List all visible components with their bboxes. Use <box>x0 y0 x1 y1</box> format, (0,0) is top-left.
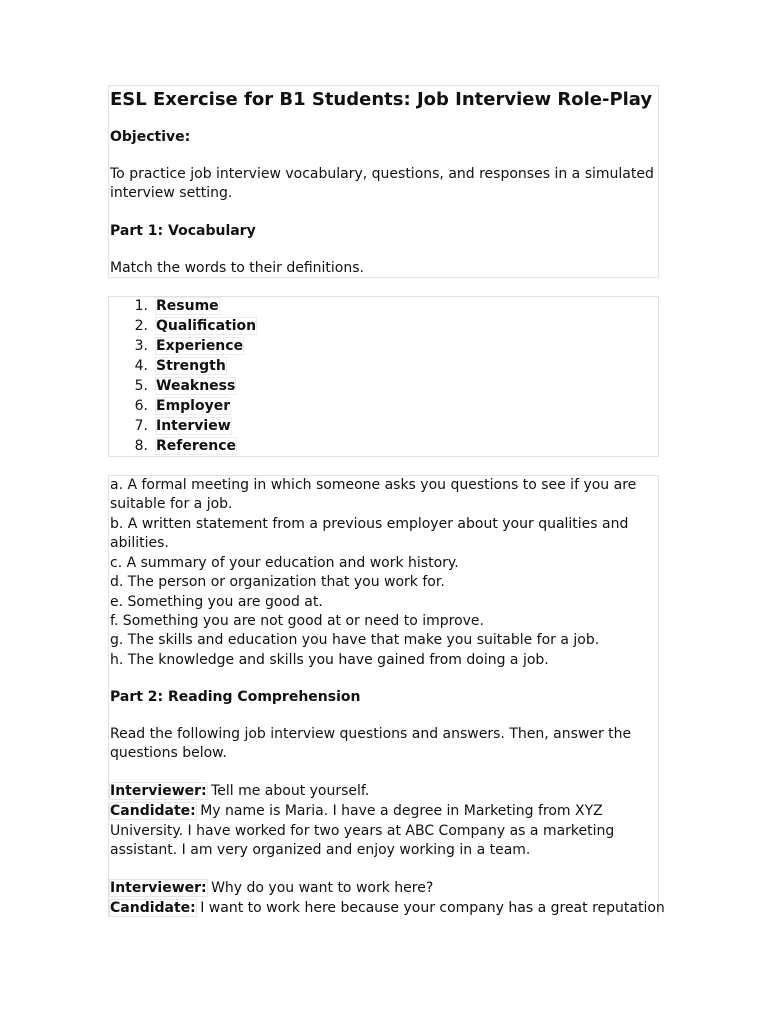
vocab-item <box>128 357 226 376</box>
vocab-number: 3. <box>134 338 148 354</box>
vocab-word: Experience <box>156 338 244 354</box>
definition-line: f. Something you are not good at or need to improve. <box>110 613 484 629</box>
definition-line: h. The knowledge and skills you have gained from doing a job. <box>110 652 549 668</box>
candidate-label: Candidate: <box>110 900 196 916</box>
interviewer-label: Interviewer: <box>110 783 207 799</box>
vocab-word: Qualification <box>156 318 257 334</box>
dialogue-line <box>110 899 665 918</box>
candidate-label: Candidate: <box>110 803 196 819</box>
vocab-number: 6. <box>134 398 148 414</box>
definition-line: a. A formal meeting in which someone asks you questions to see if you are <box>110 477 637 493</box>
vocab-number: 2. <box>134 318 148 334</box>
vocab-number: 8. <box>134 438 148 454</box>
definition-line: d. The person or organization that you work for. <box>110 574 445 590</box>
definition-line: c. A summary of your education and work history. <box>110 555 459 571</box>
interviewer-question: Tell me about yourself. <box>211 783 370 799</box>
vocab-item <box>128 297 219 316</box>
objective-heading: Objective: <box>110 129 191 145</box>
dialogue-line <box>110 802 603 821</box>
dialogue-line <box>110 879 433 898</box>
candidate-answer: My name is Maria. I have a degree in Marketing from XYZ <box>200 803 603 819</box>
dialogue-line: assistant. I am very organized and enjoy working in a team. <box>110 842 531 858</box>
vocab-number: 5. <box>134 378 148 394</box>
vocab-word: Employer <box>156 398 231 414</box>
definition-line: suitable for a job. <box>110 496 233 512</box>
part1-instruction: Match the words to their definitions. <box>110 260 364 276</box>
vocab-item <box>128 337 243 356</box>
objective-text-line: To practice job interview vocabulary, questions, and responses in a simulated <box>110 166 654 182</box>
dialogue-line <box>110 782 369 801</box>
vocab-word: Interview <box>156 418 231 434</box>
page-title: ESL Exercise for B1 Students: Job Interview Role-Play <box>110 89 653 110</box>
definition-line: abilities. <box>110 535 169 551</box>
vocab-item <box>128 397 230 416</box>
vocab-item <box>128 377 235 396</box>
part2-heading: Part 2: Reading Comprehension <box>110 689 361 705</box>
dialogue-line: University. I have worked for two years at ABC Company as a marketing <box>110 823 615 839</box>
part1-heading: Part 1: Vocabulary <box>110 223 256 239</box>
vocab-word: Reference <box>156 438 237 454</box>
objective-text-line: interview setting. <box>110 185 233 201</box>
vocab-number: 7. <box>134 418 148 434</box>
vocab-item <box>128 417 231 436</box>
interviewer-question: Why do you want to work here? <box>211 880 434 896</box>
definition-line: e. Something you are good at. <box>110 594 323 610</box>
part2-intro-line: Read the following job interview questions and answers. Then, answer the <box>110 726 632 742</box>
interviewer-label: Interviewer: <box>110 880 207 896</box>
vocab-word: Weakness <box>156 378 236 394</box>
vocab-number: 4. <box>134 358 148 374</box>
vocab-word: Strength <box>156 358 226 374</box>
part2-intro-line: questions below. <box>110 745 227 761</box>
definition-line: g. The skills and education you have that make you suitable for a job. <box>110 632 600 648</box>
vocab-item <box>128 317 256 336</box>
candidate-answer: I want to work here because your company has a great reputation <box>200 900 665 916</box>
vocab-word: Resume <box>156 298 219 314</box>
definition-line: b. A written statement from a previous employer about your qualities and <box>110 516 629 532</box>
vocab-number: 1. <box>134 298 148 314</box>
vocab-item <box>128 437 236 456</box>
